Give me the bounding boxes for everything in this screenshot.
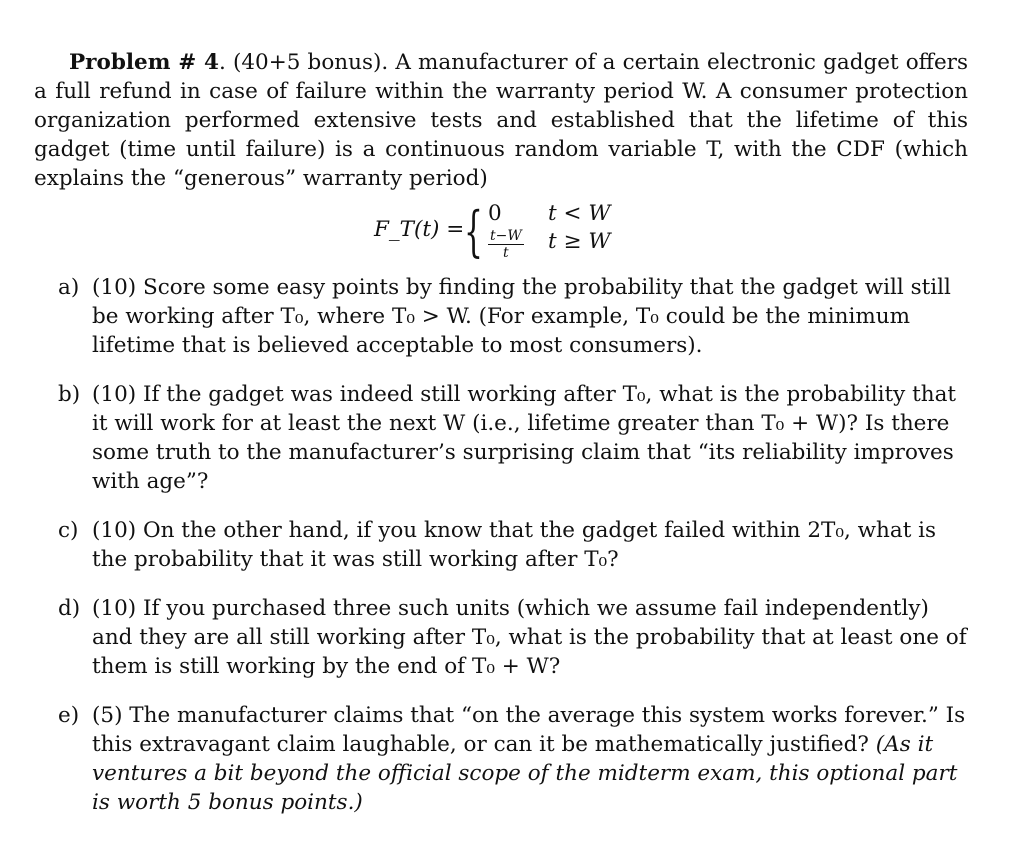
formula-fraction-numerator: t−W bbox=[490, 228, 522, 244]
problem-heading: Problem # 4 bbox=[69, 50, 220, 75]
formula-lhs: F_T(t) = bbox=[374, 217, 465, 242]
part-italic-note: (As it ventures a bit beyond the official scope of the midterm exam, this optional part is worth 5 bonus points.) bbox=[92, 732, 958, 815]
formula-condition-high: t ≥ W bbox=[548, 229, 611, 254]
formula-fraction bbox=[488, 229, 524, 260]
list-item bbox=[34, 594, 968, 681]
formula-condition-low: t < W bbox=[548, 201, 611, 226]
part-text: (10) Score some easy points by finding the probability that the gadget will still be working after T₀, where T₀ > W. (For example, T₀ could be the minimum lifetime that is believed acceptable to most consumers). bbox=[92, 275, 951, 358]
list-item bbox=[34, 701, 968, 817]
formula-fraction-denominator: t bbox=[503, 245, 509, 261]
formula-brace: { bbox=[464, 200, 483, 263]
part-marker: b) bbox=[58, 382, 81, 407]
part-text: (10) On the other hand, if you know that the gadget failed within 2T₀, what is the probability that it was still working after T₀? bbox=[92, 518, 937, 572]
problem-intro-text: . (40+5 bonus). A manufacturer of a certain electronic gadget offers a full refund in case of failure within the warranty period W. A consumer protection organization performed extensive tests and established that the lifetime of this gadget (time until failure) is a continuous random variable T, with the CDF (which explains the “generous” warranty period) bbox=[34, 50, 968, 191]
list-item bbox=[34, 380, 968, 496]
part-text: (10) If the gadget was indeed still working after T₀, what is the probability that it will work for at least the next W (i.e., lifetime greater than T₀ + W)? Is there some truth to the manufacturer’s surprising claim that “its reliability improves with age”? bbox=[92, 382, 957, 494]
part-marker: c) bbox=[58, 518, 79, 543]
part-text: (10) If you purchased three such units (which we assume fail independently) and they are all still working after T₀, what is the probability that at least one of them is still working by the end of T₀ + W? bbox=[92, 596, 967, 679]
part-marker: a) bbox=[58, 275, 80, 300]
problem-intro bbox=[34, 48, 968, 193]
list-item bbox=[34, 273, 968, 360]
problem-parts-list bbox=[34, 273, 968, 817]
problem-document bbox=[34, 48, 968, 837]
formula-value-low: 0 bbox=[488, 201, 502, 226]
part-text: (5) The manufacturer claims that “on the average this system works forever.” Is this extravagant claim laughable, or can it be mathematically justified? bbox=[92, 703, 966, 757]
list-item bbox=[34, 516, 968, 574]
cdf-formula bbox=[34, 193, 968, 265]
part-marker: d) bbox=[58, 596, 81, 621]
part-marker: e) bbox=[58, 703, 80, 728]
